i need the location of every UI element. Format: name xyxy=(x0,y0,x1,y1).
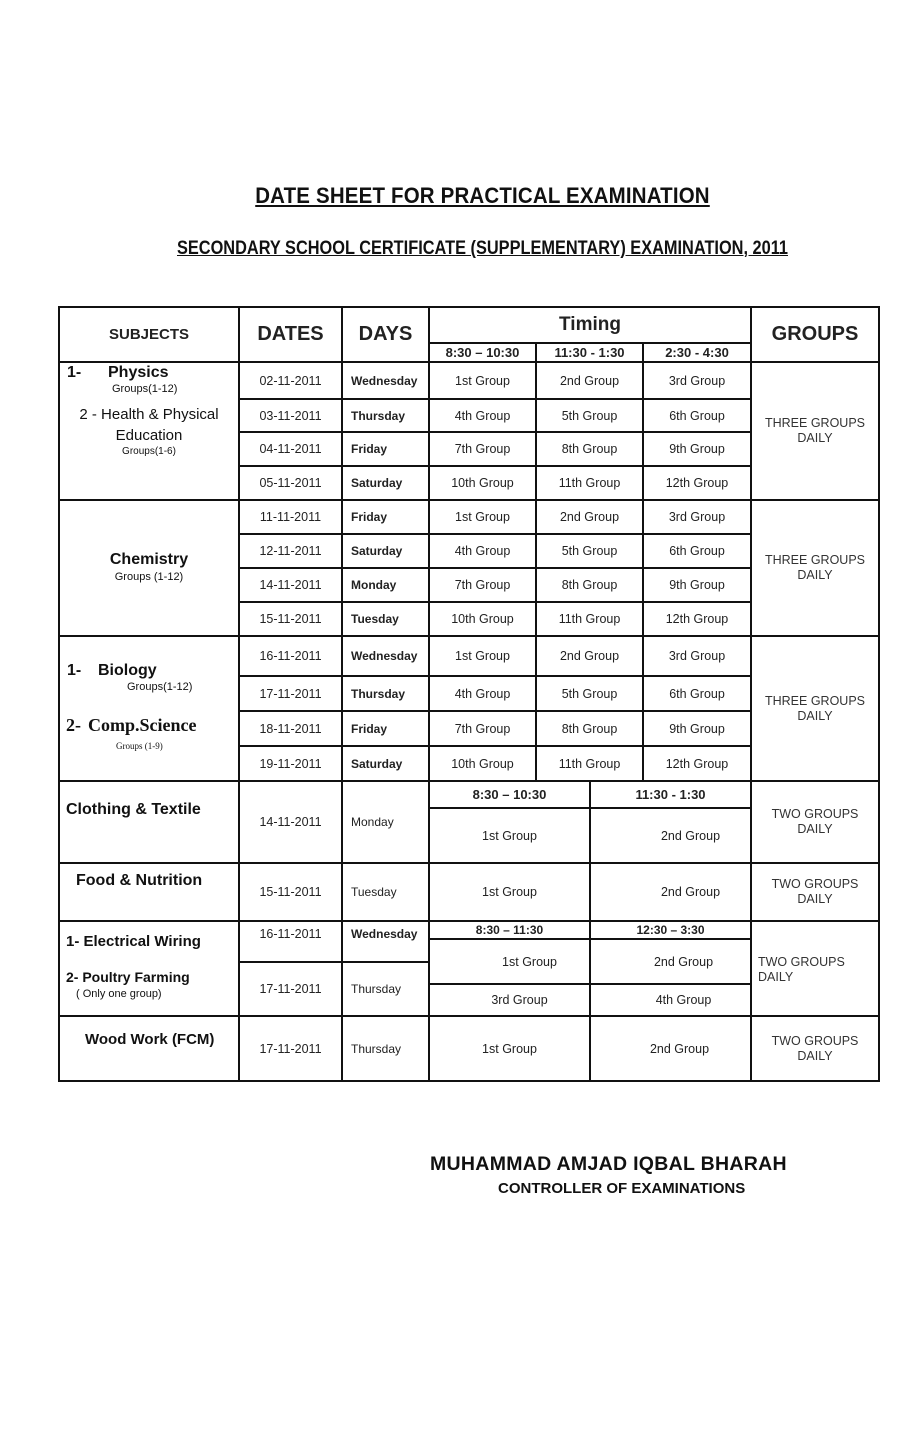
table-border-bottom xyxy=(58,1080,880,1082)
subject-poultry-farming: 2- Poultry Farming xyxy=(66,969,190,985)
header-subjects: SUBJECTS xyxy=(108,325,190,343)
group-cell: 11th Group xyxy=(558,476,621,490)
group-cell: 9th Group xyxy=(669,578,725,592)
group-cell: 8th Group xyxy=(561,442,618,456)
group-cell: 12th Group xyxy=(665,476,729,490)
header-dates: DATES xyxy=(257,322,324,345)
group-cell: 8th Group xyxy=(561,578,618,592)
groups-note-line: DAILY xyxy=(797,892,833,906)
group-cell: 12th Group xyxy=(665,756,729,771)
day-cell: Friday xyxy=(351,721,388,736)
groups-note-line: THREE GROUPS xyxy=(764,693,865,708)
table-border-right xyxy=(878,306,880,1082)
groups-note xyxy=(752,363,878,499)
day-cell: Saturday xyxy=(351,544,403,558)
subject-physics: Physics xyxy=(108,364,169,381)
subject-groups: Groups (1-9) xyxy=(116,741,163,751)
group-cell: 6th Group xyxy=(669,686,725,701)
group-cell: 12th Group xyxy=(665,612,729,626)
group-cell: 8th Group xyxy=(561,721,618,736)
group-cell: 1st Group xyxy=(455,649,510,663)
subject-groups: Groups (1-12) xyxy=(114,571,184,583)
date-cell: 19-11-2011 xyxy=(259,756,322,771)
group-cell: 3rd Group xyxy=(668,649,726,663)
slot-header: 8:30 – 10:30 xyxy=(472,787,547,802)
group-cell: 2nd Group xyxy=(559,649,620,663)
group-cell: 2nd Group xyxy=(653,954,714,969)
groups-note-line: TWO GROUPS xyxy=(758,955,845,969)
group-cell: 4th Group xyxy=(454,544,511,558)
header-groups: GROUPS xyxy=(771,322,859,345)
subject-biology: Biology xyxy=(98,662,157,679)
document-subtitle: SECONDARY SCHOOL CERTIFICATE (SUPPLEMENTARY) EXAMINATION, 2011 xyxy=(176,238,789,259)
group-cell: 4th Group xyxy=(454,408,511,423)
slot-header: 8:30 – 11:30 xyxy=(475,923,544,937)
day-cell: Thursday xyxy=(351,408,406,423)
group-cell: 3rd Group xyxy=(491,993,548,1007)
group-cell: 1st Group xyxy=(482,885,537,899)
day-cell: Friday xyxy=(351,442,388,456)
group-cell: 3rd Group xyxy=(668,373,726,388)
groups-note-line: TWO GROUPS xyxy=(771,807,859,821)
day-cell: Thursday xyxy=(351,982,402,996)
group-cell: 10th Group xyxy=(451,476,514,490)
date-cell: 05-11-2011 xyxy=(259,476,322,490)
subject-number: 1- xyxy=(67,364,82,381)
date-cell: 17-11-2011 xyxy=(259,982,322,996)
group-cell: 11th Group xyxy=(558,612,621,626)
group-cell: 6th Group xyxy=(669,408,725,423)
subject-groups: Groups(1-6) xyxy=(122,446,176,457)
group-cell: 1st Group xyxy=(455,510,510,524)
date-cell: 16-11-2011 xyxy=(259,927,322,941)
header-days: DAYS xyxy=(358,322,413,345)
group-cell: 1st Group xyxy=(482,828,537,843)
groups-note-line: TWO GROUPS xyxy=(771,1033,859,1048)
group-cell: 2nd Group xyxy=(660,885,721,899)
groups-note-line: THREE GROUPS xyxy=(764,553,865,567)
groups-note-line: DAILY xyxy=(797,431,833,445)
group-cell: 1st Group xyxy=(482,1041,537,1056)
signatory-name: MUHAMMAD AMJAD IQBAL BHARAH xyxy=(430,1153,787,1175)
group-cell: 1st Group xyxy=(455,373,510,388)
group-cell: 10th Group xyxy=(451,612,514,626)
group-cell: 11th Group xyxy=(558,756,621,771)
subject-health-pe-line2: Education xyxy=(115,427,183,444)
date-cell: 15-11-2011 xyxy=(259,612,322,626)
subject-chemistry: Chemistry xyxy=(109,551,189,568)
date-cell: 12-11-2011 xyxy=(259,544,322,558)
day-cell: Saturday xyxy=(351,476,403,490)
day-cell: Wednesday xyxy=(351,927,418,941)
group-cell: 9th Group xyxy=(669,442,725,456)
subject-groups: Groups(1-12) xyxy=(112,383,178,395)
group-cell: 6th Group xyxy=(669,544,725,558)
groups-note xyxy=(752,864,878,920)
group-cell: 4th Group xyxy=(655,993,712,1007)
day-cell: Friday xyxy=(351,510,388,524)
date-cell: 11-11-2011 xyxy=(259,510,322,524)
day-cell: Thursday xyxy=(351,1041,402,1056)
group-cell: 2nd Group xyxy=(559,510,620,524)
groups-note-line: DAILY xyxy=(797,822,833,836)
group-cell: 2nd Group xyxy=(559,373,620,388)
groups-note-line: DAILY xyxy=(797,708,833,723)
header-slot-1: 8:30 – 10:30 xyxy=(445,345,520,360)
subject-comp-science: Comp.Science xyxy=(88,715,197,735)
date-cell: 04-11-2011 xyxy=(259,442,322,456)
subject-groups: Groups(1-12) xyxy=(127,681,193,693)
groups-note xyxy=(758,940,878,1000)
day-cell: Tuesday xyxy=(351,885,397,899)
groups-note-line: TWO GROUPS xyxy=(771,877,859,891)
date-cell: 03-11-2011 xyxy=(259,408,322,423)
group-cell: 5th Group xyxy=(561,686,618,701)
header-slot-3: 2:30 - 4:30 xyxy=(665,345,729,360)
group-cell: 7th Group xyxy=(454,442,511,456)
group-cell: 1st Group xyxy=(502,954,557,969)
groups-note-line: DAILY xyxy=(797,568,833,582)
subject-wood-work: Wood Work (FCM) xyxy=(85,1031,215,1048)
day-cell: Saturday xyxy=(351,756,403,771)
subject-food-nutrition: Food & Nutrition xyxy=(76,872,203,889)
day-cell: Wednesday xyxy=(351,373,418,388)
groups-note-line: DAILY xyxy=(797,1048,833,1063)
date-cell: 15-11-2011 xyxy=(259,885,322,899)
slot-header: 12:30 – 3:30 xyxy=(636,923,705,937)
subject-number: 2- xyxy=(66,715,81,735)
date-cell: 17-11-2011 xyxy=(259,686,322,701)
header-timing: Timing xyxy=(559,314,621,335)
group-cell: 7th Group xyxy=(454,721,511,736)
date-cell: 14-11-2011 xyxy=(259,815,322,829)
group-cell: 10th Group xyxy=(451,756,514,771)
slot-header: 11:30 - 1:30 xyxy=(635,787,706,802)
day-cell: Monday xyxy=(351,578,397,592)
groups-note-line: DAILY xyxy=(758,970,794,984)
group-cell: 3rd Group xyxy=(668,510,726,524)
day-cell: Tuesday xyxy=(351,612,399,626)
groups-note xyxy=(752,637,878,780)
group-cell: 5th Group xyxy=(561,544,618,558)
subject-number: 1- xyxy=(67,662,82,679)
date-cell: 14-11-2011 xyxy=(259,578,322,592)
day-cell: Wednesday xyxy=(351,649,418,663)
groups-note-line: THREE GROUPS xyxy=(764,416,865,430)
subject-note: ( Only one group) xyxy=(76,988,162,1000)
date-cell: 02-11-2011 xyxy=(259,373,322,388)
date-cell: 16-11-2011 xyxy=(259,649,322,663)
group-cell: 2nd Group xyxy=(660,828,721,843)
document-title: DATE SHEET FOR PRACTICAL EXAMINATION xyxy=(255,183,710,208)
signatory-designation: CONTROLLER OF EXAMINATIONS xyxy=(498,1180,746,1197)
date-cell: 17-11-2011 xyxy=(259,1041,322,1056)
subject-electrical-wiring: 1- Electrical Wiring xyxy=(66,933,201,950)
group-cell: 7th Group xyxy=(454,578,511,592)
day-cell: Monday xyxy=(351,815,394,829)
day-cell: Thursday xyxy=(351,686,406,701)
group-cell: 4th Group xyxy=(454,686,511,701)
date-cell: 18-11-2011 xyxy=(259,721,322,736)
groups-note xyxy=(752,1017,878,1080)
group-cell: 2nd Group xyxy=(649,1041,710,1056)
header-slot-2: 11:30 - 1:30 xyxy=(554,345,625,360)
groups-note xyxy=(752,501,878,635)
subject-health-pe-line1: 2 - Health & Physical xyxy=(79,406,219,423)
subject-clothing-textile: Clothing & Textile xyxy=(66,801,201,818)
group-cell: 5th Group xyxy=(561,408,618,423)
group-cell: 9th Group xyxy=(669,721,725,736)
groups-note xyxy=(752,782,878,862)
